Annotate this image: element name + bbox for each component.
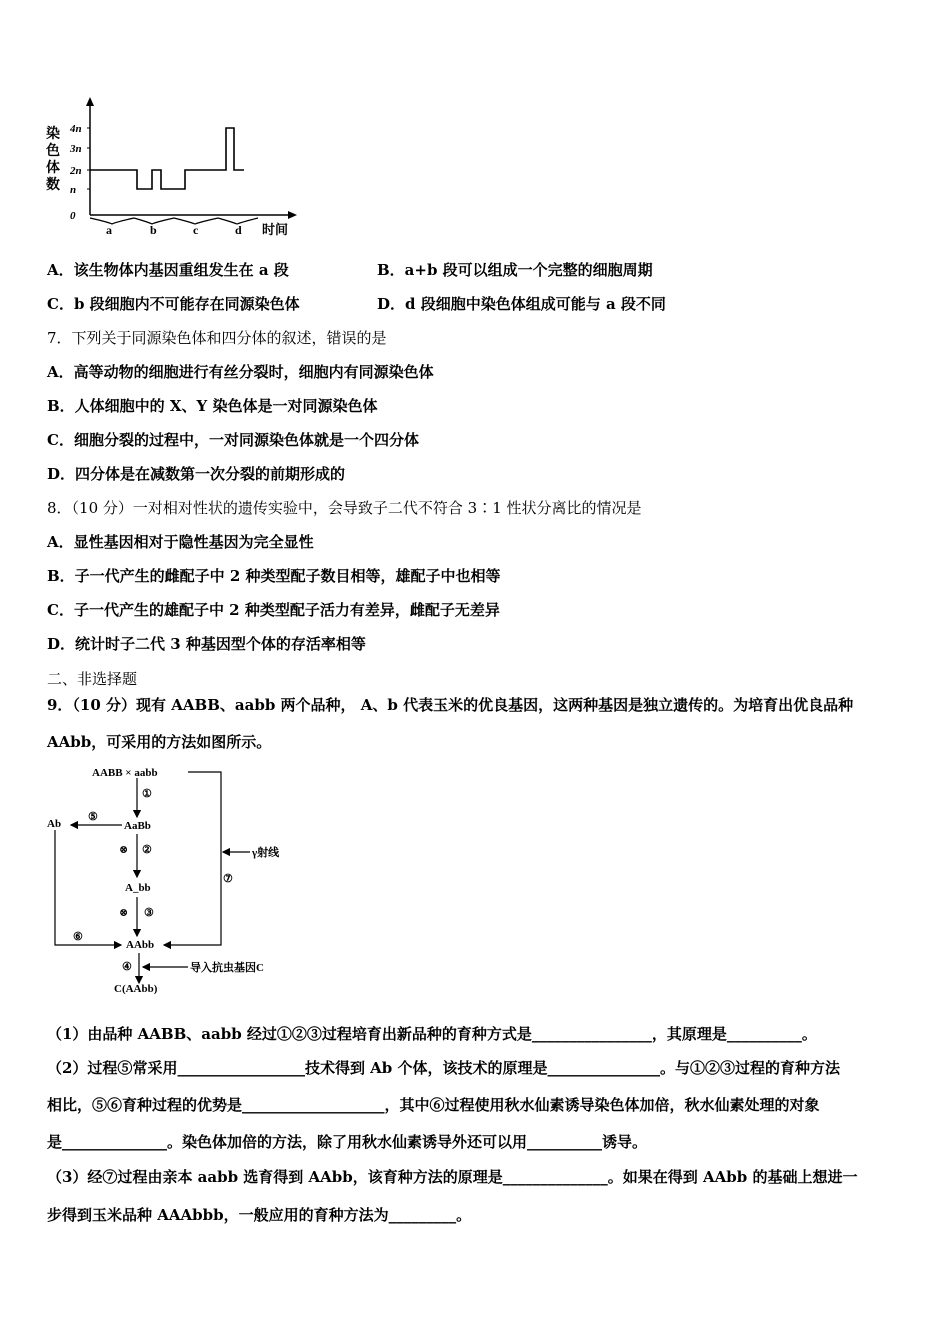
y-tick-label: n bbox=[70, 184, 77, 196]
q9-stem-2: AAbb，可采用的方法如图所示。 bbox=[47, 733, 272, 751]
q7-option-c: C．细胞分裂的过程中，一对同源染色体就是一个四分体 bbox=[47, 431, 419, 449]
step-4: ④ bbox=[122, 961, 132, 973]
selfing-icon: ⊗ bbox=[119, 844, 129, 856]
q8-option-b: B．子一代产生的雌配子中 2 种类型配子数目相等，雄配子中也相等 bbox=[47, 567, 501, 585]
segment-label: c bbox=[193, 223, 199, 237]
final: C(AAbb) bbox=[114, 983, 158, 995]
q8-option-d: D．统计时子二代 3 种基因型个体的存活率相等 bbox=[47, 635, 366, 653]
gene-label: 导入抗虫基因C bbox=[190, 962, 264, 974]
q9-part-2c: 是______________。染色体加倍的方法，除了用秋水仙素诱导外还可以用__________诱导。 bbox=[47, 1133, 648, 1151]
selfing-icon: ⊗ bbox=[119, 907, 129, 919]
gamma-label: γ射线 bbox=[252, 847, 280, 859]
step-3: ③ bbox=[144, 907, 154, 919]
q8-option-c: C．子一代产生的雄配子中 2 种类型配子活力有差异，雌配子无差异 bbox=[47, 601, 500, 619]
q9-part-3b: 步得到玉米品种 AAAbbb，一般应用的育种方法为_________。 bbox=[47, 1206, 472, 1224]
q9-stem-1: 9．（10 分）现有 AABB、aabb 两个品种， A、b 代表玉米的优良基因，这两种基因是独立遗传的。为培育出优良品种 bbox=[47, 696, 854, 714]
arrow-7 bbox=[164, 772, 221, 945]
y-tick-label: 3n bbox=[70, 143, 82, 155]
f1: AaBb bbox=[124, 820, 151, 832]
q7-option-b: B．人体细胞中的 X、Y 染色体是一对同源染色体 bbox=[47, 397, 378, 415]
q7-option-a: A．高等动物的细胞进行有丝分裂时，细胞内有同源染色体 bbox=[47, 363, 434, 381]
arrow-6 bbox=[55, 830, 121, 945]
q6-option-d: D．d 段细胞中染色体组成可能与 a 段不同 bbox=[377, 295, 666, 313]
section-heading: 二、非选择题 bbox=[47, 670, 138, 688]
q7-stem: 7．下列关于同源染色体和四分体的叙述，错误的是 bbox=[47, 329, 387, 347]
segment-label: a bbox=[106, 223, 112, 237]
haploid: Ab bbox=[47, 818, 62, 830]
q8-stem: 8．（10 分）一对相对性状的遗传实验中，会导致子二代不符合 3∶1 性状分离比的情况是 bbox=[47, 499, 642, 517]
q6-option-b: B．a+b 段可以组成一个完整的细胞周期 bbox=[377, 261, 653, 279]
step-6: ⑥ bbox=[73, 931, 83, 943]
y-tick-label: 2n bbox=[70, 165, 82, 177]
target: AAbb bbox=[126, 939, 155, 951]
step-7: ⑦ bbox=[223, 873, 233, 885]
q9-part-1: （1）由品种 AABB、aabb 经过①②③过程培育出新品种的育种方式是________________，其原理是__________。 bbox=[47, 1025, 817, 1043]
f2: A_bb bbox=[125, 882, 151, 894]
q6-option-a: A．该生物体内基因重组发生在 a 段 bbox=[47, 261, 289, 279]
q7-option-d: D．四分体是在减数第一次分裂的前期形成的 bbox=[47, 465, 346, 483]
q6-option-c: C．b 段细胞内不可能存在同源染色体 bbox=[47, 295, 300, 313]
q9-part-2b: 相比，⑤⑥育种过程的优势是___________________，其中⑥过程使用秋水仙素诱导染色体加倍，秋水仙素处理的对象 bbox=[47, 1096, 820, 1114]
y-tick-label: 0 bbox=[70, 210, 76, 222]
step-1: ① bbox=[142, 788, 152, 800]
x-axis-label: 时间 bbox=[262, 222, 289, 237]
y-tick-label: 4n bbox=[70, 123, 82, 135]
step-2: ② bbox=[142, 844, 152, 856]
segment-label: b bbox=[150, 223, 157, 237]
q9-part-3a: （3）经⑦过程由亲本 aabb 选育得到 AAbb，该育种方法的原理是______________。如果在得到 AAbb 的基础上想进一 bbox=[47, 1168, 858, 1186]
parents: AABB × aabb bbox=[92, 767, 158, 779]
y-axis-label: 染色体数 bbox=[46, 126, 60, 193]
step-5: ⑤ bbox=[88, 811, 98, 823]
q9-part-2a: （2）过程⑤常采用_________________技术得到 Ab 个体，该技术的原理是_______________。与①②③过程的育种方法 bbox=[47, 1059, 841, 1077]
segment-label: d bbox=[235, 223, 242, 237]
q8-option-a: A．显性基因相对于隐性基因为完全显性 bbox=[47, 533, 314, 551]
